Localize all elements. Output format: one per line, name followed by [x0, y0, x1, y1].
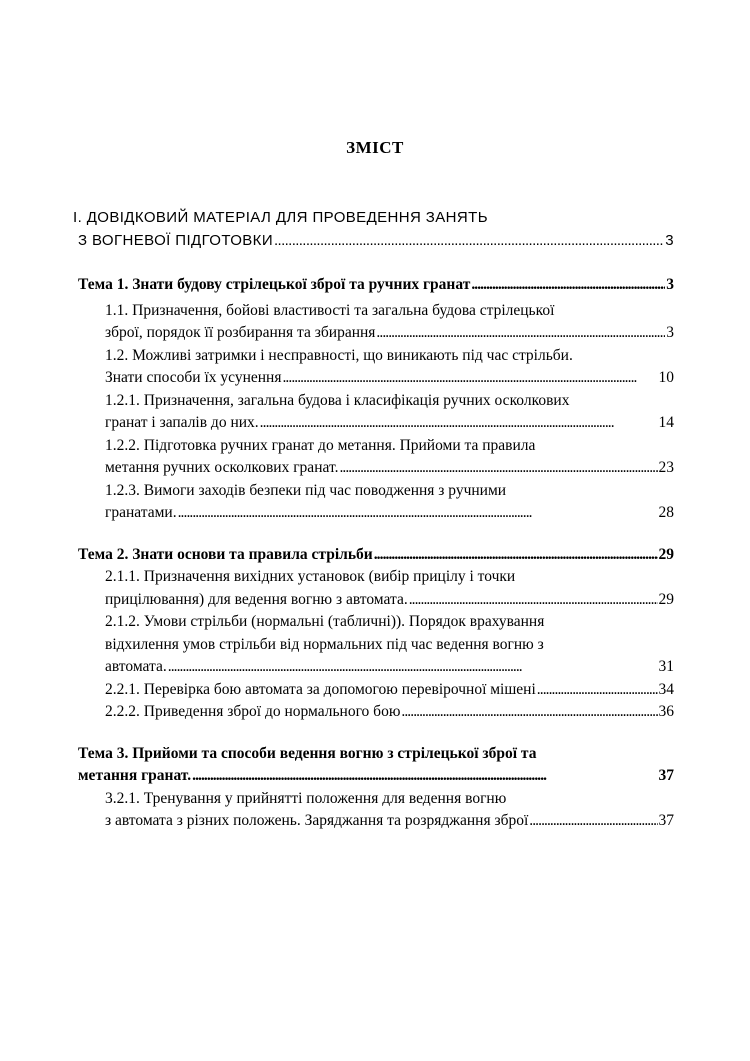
- toc-entry-last-line: [105, 589, 674, 612]
- toc-entry-last-line: [105, 701, 674, 724]
- toc-entry-last-line: [105, 679, 674, 702]
- page-number: 31: [658, 658, 674, 675]
- page-number: 10: [658, 369, 674, 386]
- toc-entry-last-line: [105, 656, 674, 679]
- page-number: 29: [658, 590, 674, 608]
- toc-entry-last-line: [105, 457, 674, 480]
- page-number: 3: [665, 231, 674, 249]
- page-number: 37: [658, 767, 674, 784]
- toc-item[interactable]: [78, 679, 674, 702]
- toc-entry-line: 1.2.1. Призначення, загальна будова і класифікація ручних осколкових: [105, 391, 570, 409]
- toc-entry-line: відхилення умов стрільби від нормальних під час ведення вогню з: [105, 635, 544, 653]
- dot-leader: [471, 274, 665, 297]
- page-title: ЗМІСТ: [346, 138, 404, 157]
- toc-entry-text: гранат і запалів до них.: [105, 414, 259, 431]
- toc-item[interactable]: [78, 345, 674, 390]
- toc-entry-line: Тема 3. Прийоми та способи ведення вогню з стрілецької зброї та: [78, 744, 537, 762]
- dot-leader: [339, 457, 657, 480]
- dot-leader: [260, 412, 658, 435]
- toc-entry-last-line: [105, 367, 674, 390]
- page-number: 14: [658, 414, 674, 431]
- table-of-contents: [73, 207, 674, 833]
- dot-leader: [401, 701, 657, 724]
- dot-leader: [409, 589, 658, 612]
- toc-item[interactable]: [78, 480, 674, 525]
- toc-topic-heading[interactable]: [78, 544, 674, 567]
- toc-entry-line: 2.1.2. Умови стрільби (нормальні (табличні)). Порядок врахування: [105, 613, 545, 630]
- page-number: 34: [658, 680, 674, 698]
- toc-entry-last-line: [78, 274, 674, 297]
- toc-entry-text: гранатами.: [105, 504, 177, 521]
- toc-entry-text: з автомата з різних положень. Заряджання та розряджання зброї: [105, 812, 529, 829]
- toc-entry-text: Знати способи їх усунення: [105, 369, 282, 386]
- toc-entry-line: 1.2.3. Вимоги заходів безпеки під час поводження з ручними: [105, 481, 507, 499]
- toc-item[interactable]: [78, 611, 674, 679]
- page-number: 36: [658, 703, 674, 720]
- dot-leader: [376, 322, 665, 345]
- dot-leader: [178, 502, 658, 525]
- toc-entry-line: 2.1.1. Призначення вихідних установок (вибір прицілу і точки: [105, 568, 516, 585]
- toc-entry-text: зброї, порядок її розбирання та збирання: [105, 324, 376, 341]
- page-number: 23: [658, 459, 674, 476]
- toc-entry-line: 1.2. Можливі затримки і несправності, що виникають під час стрільби.: [105, 346, 573, 364]
- toc-entry-last-line: [105, 412, 674, 435]
- toc-entry-line: 3.2.1. Тренування у прийнятті положення для ведення вогню: [105, 789, 507, 807]
- toc-item[interactable]: [78, 390, 674, 435]
- page-number: 29: [658, 545, 674, 563]
- toc-item[interactable]: [78, 788, 674, 833]
- dot-leader: [168, 656, 658, 679]
- toc-topic-heading[interactable]: [78, 743, 674, 788]
- toc-entry-text: З ВОГНЕВОЇ ПІДГОТОВКИ: [78, 231, 274, 249]
- toc-entry-last-line: [78, 544, 674, 567]
- toc-entry-line: І. ДОВІДКОВИЙ МАТЕРІАЛ ДЛЯ ПРОВЕДЕННЯ ЗАНЯТЬ: [73, 209, 488, 226]
- dot-leader: [537, 679, 658, 702]
- toc-entry-text: автомата.: [105, 658, 167, 675]
- toc-item[interactable]: [78, 701, 674, 724]
- dot-leader: [529, 810, 657, 833]
- toc-entry-text: 2.2.2. Приведення зброї до нормального бою: [105, 703, 401, 720]
- page-number: 3: [666, 324, 674, 341]
- toc-entry-text: Тема 2. Знати основи та правила стрільби: [78, 545, 373, 563]
- toc-item[interactable]: [78, 566, 674, 611]
- toc-entry-last-line: [78, 765, 674, 788]
- toc-entry-text: метання гранат.: [78, 767, 192, 784]
- dot-leader: [192, 765, 657, 788]
- toc-entry-text: прицілювання) для ведення вогню з автомата.: [105, 590, 408, 608]
- toc-entry-text: 2.2.1. Перевірка бою автомата за допомогою перевірочної мішені: [105, 680, 536, 698]
- dot-leader: [274, 230, 664, 253]
- dot-leader: [374, 544, 658, 567]
- toc-entry-last-line: [105, 322, 674, 345]
- toc-entry-last-line: [105, 502, 674, 525]
- page-number: 28: [658, 504, 674, 521]
- page-number: 37: [658, 812, 674, 829]
- toc-entry-line: 1.2.2. Підготовка ручних гранат до метання. Прийоми та правила: [105, 436, 536, 454]
- toc-topic-heading[interactable]: [78, 274, 674, 297]
- toc-entry-text: метання ручних осколкових гранат.: [105, 459, 339, 476]
- toc-entry-last-line: [105, 810, 674, 833]
- toc-entry-line: 1.1. Призначення, бойові властивості та загальна будова стрілецької: [105, 301, 555, 319]
- toc-section-entry[interactable]: [73, 207, 674, 252]
- toc-entry-last-line: [78, 230, 674, 253]
- toc-item[interactable]: [78, 435, 674, 480]
- dot-leader: [282, 367, 657, 390]
- toc-entry-text: Тема 1. Знати будову стрілецької зброї та ручних гранат: [78, 276, 471, 293]
- page-number: 3: [666, 276, 674, 293]
- toc-item[interactable]: [78, 300, 674, 345]
